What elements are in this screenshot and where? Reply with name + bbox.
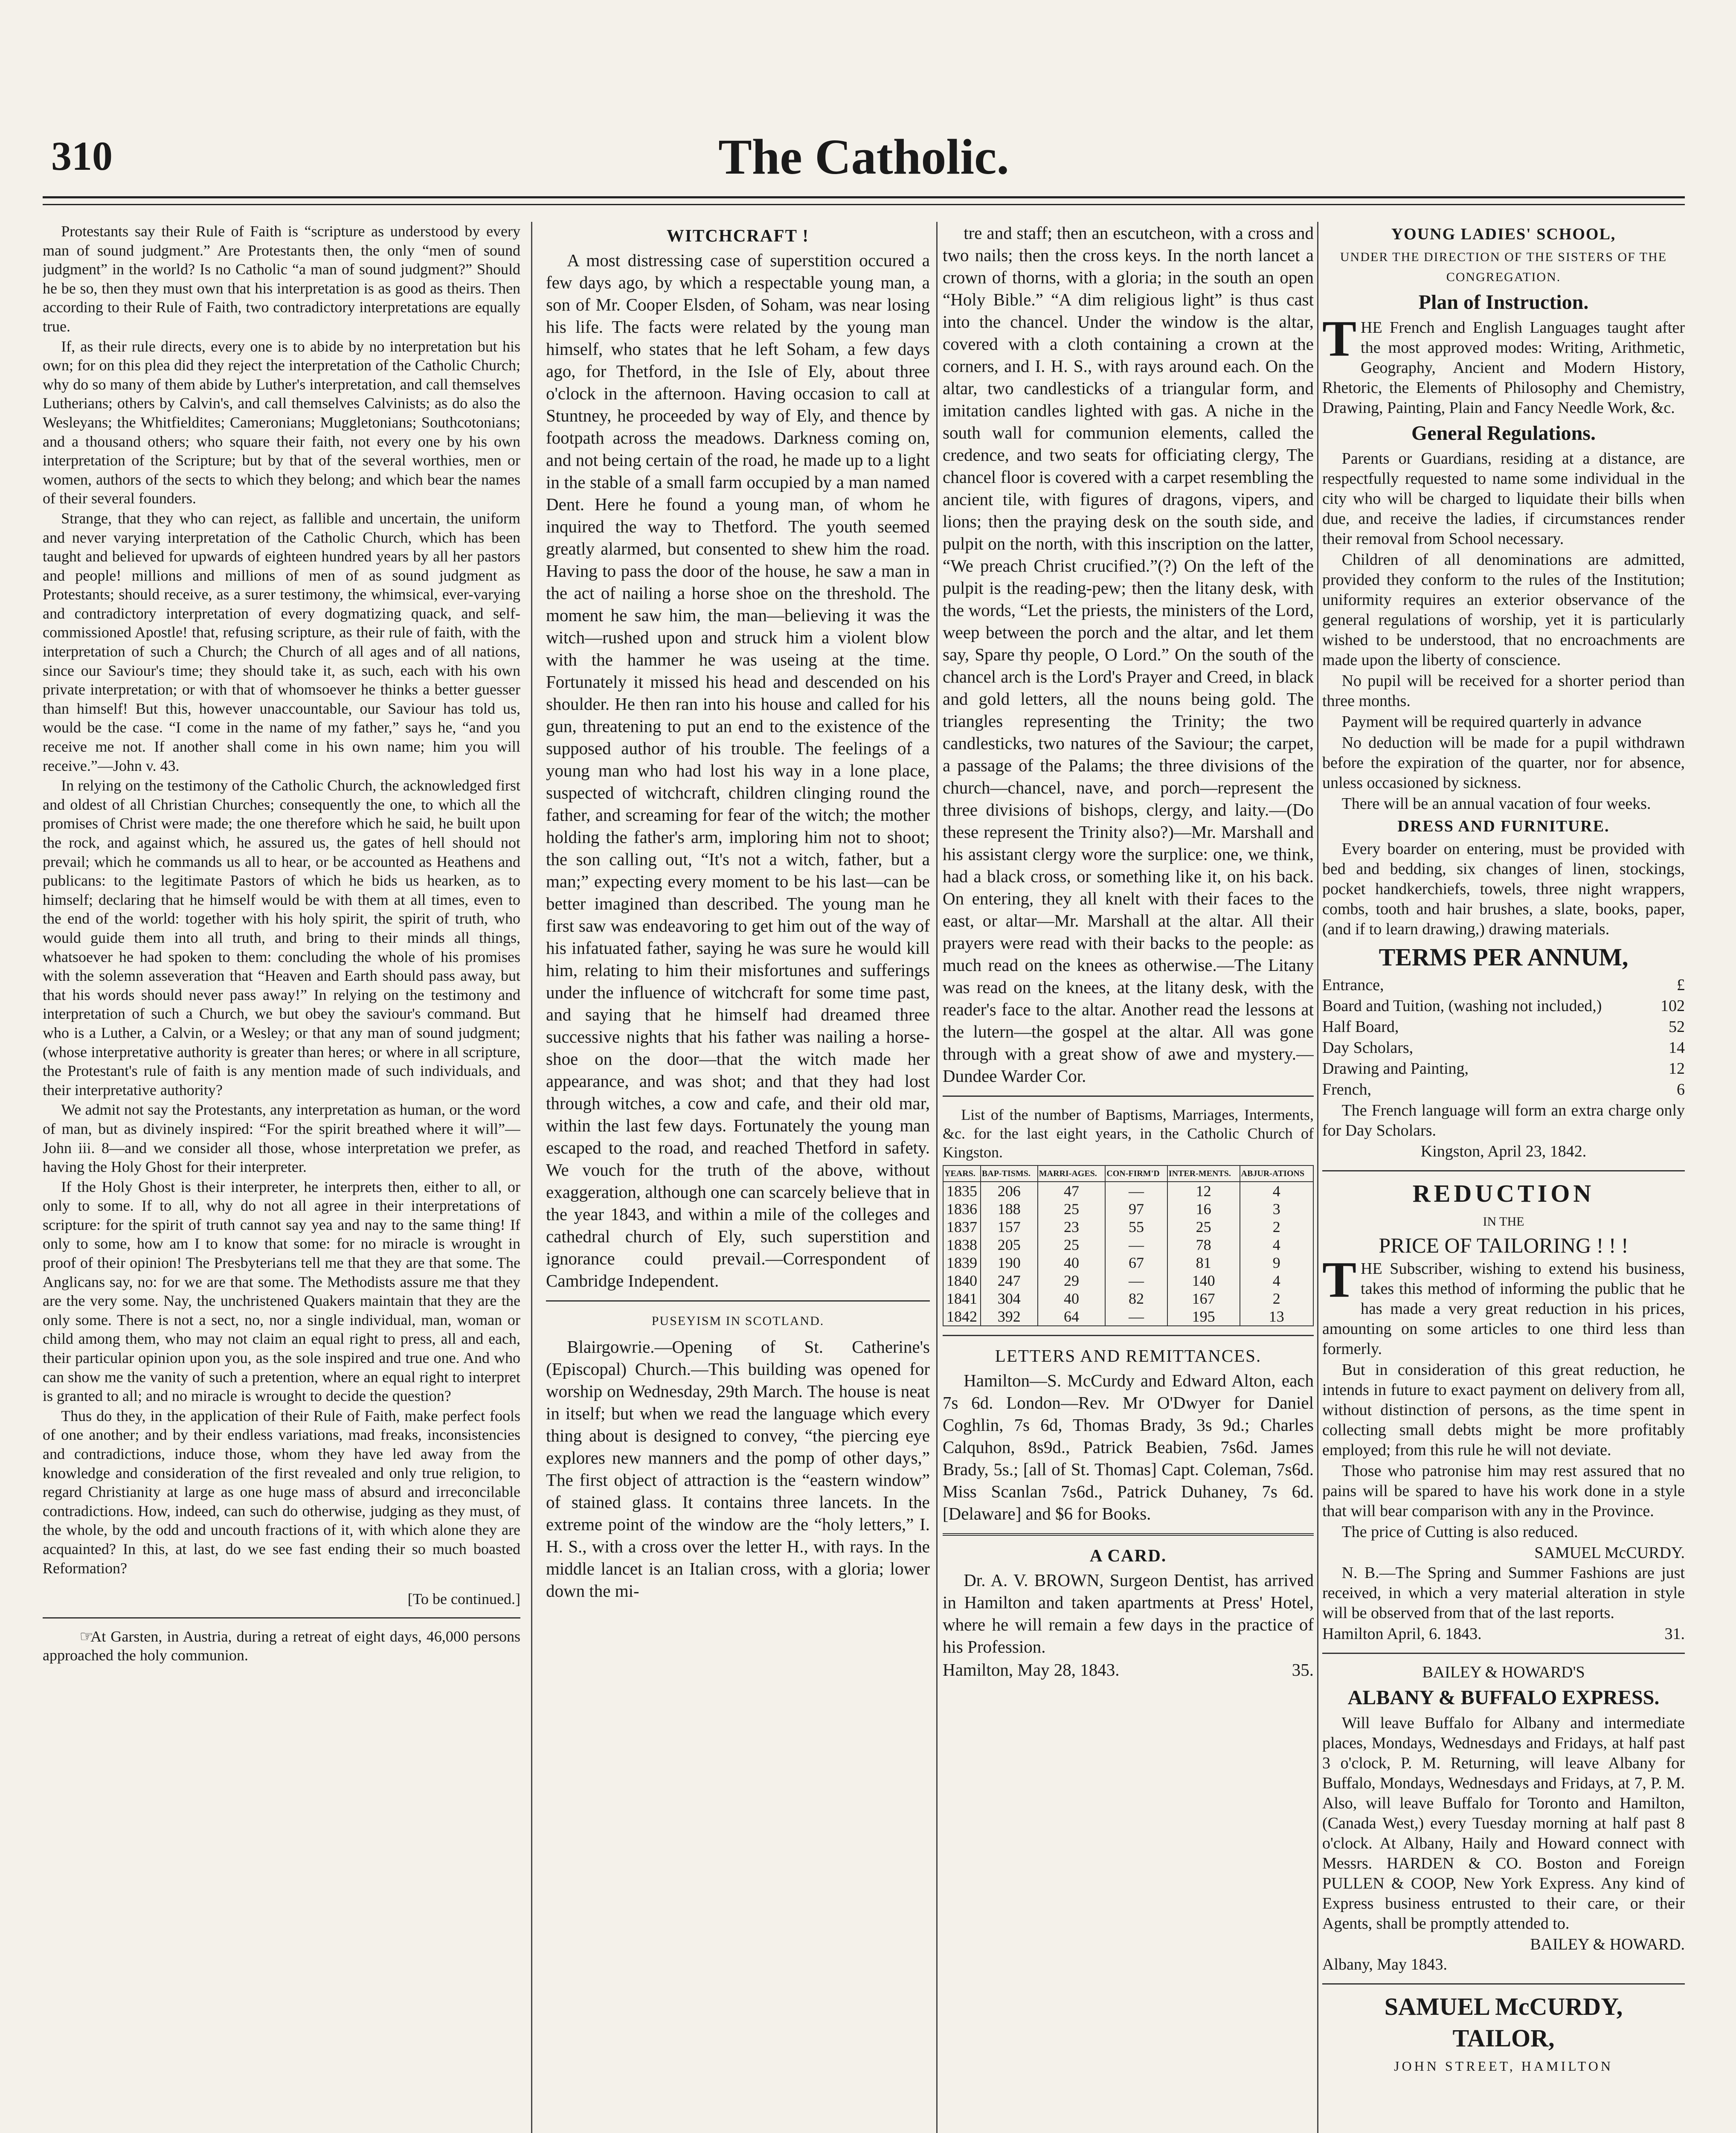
terms-label: French, — [1322, 1081, 1372, 1098]
table-cell: 4 — [1240, 1236, 1313, 1254]
terms-value: £ — [1677, 976, 1685, 994]
tailor-footer — [1322, 1624, 1685, 1644]
masthead-rule-top — [43, 196, 1685, 198]
card-footer — [943, 1659, 1314, 1681]
terms-row — [1322, 1059, 1685, 1079]
table-cell: 47 — [1038, 1182, 1106, 1200]
table-cell: 64 — [1038, 1308, 1106, 1326]
masthead-rule-bottom — [43, 204, 1685, 205]
table-cell: 247 — [981, 1272, 1038, 1290]
table-cell: 81 — [1167, 1254, 1240, 1272]
table-cell: 1835 — [943, 1182, 981, 1200]
terms-value: 12 — [1669, 1060, 1685, 1078]
drop-cap: T — [1322, 1251, 1357, 1308]
tailor-paragraph: Those who patronise him may rest assured that no pains will be spared to have his work done in a style that will bear comparison with any in the Province. — [1322, 1462, 1685, 1520]
table-header: ABJUR-ATIONS — [1240, 1165, 1313, 1182]
article-paragraph: If the Holy Ghost is their interpreter, he interprets then, either to all, or only to some. If to all, why do not all agree in their interpretations of scripture: for the spirit of truth cannot say yea and nay to the same thing! If only to some, how am I to know that some: for no miracle is wrought in proof of their opinion! The Presbyterians tell me that they are that some. The Anglicans say, no: for we are that some. The Methodists assure me that they are the very some. Nay, the unchristened Quakers maintain that they are the only some. There is not a sect, no, nor a single individual, man, woman or child among them, who may not claim an equal right to press, all and each, their particular opinion upon you, as the sole inspired and true one. And who can show me the vanity of such a pretention, where an equal right to interpret is granted to all; and no miracle is wrought to decide the question? — [43, 1178, 520, 1405]
table-cell: 2 — [1240, 1290, 1313, 1308]
table-cell: 12 — [1167, 1182, 1240, 1200]
table-cell: 29 — [1038, 1272, 1106, 1290]
tailor-number: 31. — [1664, 1625, 1685, 1643]
plan-paragraph — [1322, 310, 1685, 418]
paper-title: The Catholic. — [718, 129, 1009, 185]
table-cell: 205 — [981, 1236, 1038, 1254]
table-cell: 1840 — [943, 1272, 981, 1290]
column-advertisements — [1322, 222, 1685, 2133]
article-paragraph: A most distressing case of superstition occured a few days ago, by which a respectable young man, a son of Mr. Cooper Elsden, of Soham, was near losing his life. The facts were related by the young man himself, who states that he left Soham, a few days ago, for Thetford, in the Isle of Ely, about three o'clock in the afternoon. Having occasion to call at Stuntney, he proceeded by way of Ely, and thence by footpath across the meadows. Darkness coming on, and not being certain of the road, he made up to a light in the stable of a small farm occupied by a man named Dent. Here he found a young man, of whom he inquired the way to Thetford. The youth seemed greatly alarmed, but consented to shew him the road. Having to pass the door of the house, he saw a man in the act of nailing a horse shoe on the threshold. The moment he saw him, the man—believing it was the witch—rushed upon and struck him a violent blow with the hammer he was useing at the time. Fortunately it missed his head and descended on his shoulder. He then ran into his house and called for his gun, threatening to put an end to the existence of the supposed author of his trouble. The feelings of a young man who had lost his way in a lone place, suspected of witchcraft, children clinging round the father, and screaming for fear of the witch; the mother holding the father's arm, imploring him not to shoot; the son calling out, “It's not a witch, father, but a man;” expecting every moment to be his last—can be better imagined than described. The young man he first saw was endeavoring to get him out of the way of his infatuated father, saying he was sure he would kill him, relating to him their misfortunes and sufferings under the influence of witchcraft for some time past, and saying that he himself had dreamed three successive nights that his father was nailing a horse-shoe on the door—that the witch made her appearance, and was shot; and that they had lost through witches, a cow and cafe, and their old mar, within the last few days. Fortunately the young man escaped to the road, and reached Thetford in safety. We vouch for the truth of the above, without exaggeration, although one can scarcely believe that in the year 1843, and within a mile of the colleges and cathedral church of Ely, such superstition and ignorance could prevail.—Correspondent of Cambridge Independent. — [546, 250, 930, 1290]
table-cell: 195 — [1167, 1308, 1240, 1326]
table-cell: 167 — [1167, 1290, 1240, 1308]
table-cell: 4 — [1240, 1272, 1313, 1290]
table-cell: 55 — [1105, 1218, 1167, 1236]
table-cell: 1842 — [943, 1308, 981, 1326]
regulation-paragraph: Parents or Guardians, residing at a distance, are respectfully requested to name some individual in the city who will be charged to liquidate their bills when due, and receive the ladies, if circumstances render their removal from School necessary. — [1322, 450, 1685, 548]
tailor-paragraph: The price of Cutting is also reduced. — [1341, 1523, 1578, 1541]
table-cell: 304 — [981, 1290, 1038, 1308]
tailor-name: SAMUEL McCURDY. — [1534, 1544, 1685, 1562]
table-cell: 1836 — [943, 1200, 981, 1218]
table-cell: 157 — [981, 1218, 1038, 1236]
tailor-paragraph: But in consideration of this great reduction, he intends in future to exact payment on delivery from all, without distinction of persons, as the time spent in collecting small debts might be more profitably employed; from this rule he will not deviate. — [1322, 1361, 1685, 1459]
table-row — [943, 1236, 1313, 1254]
table-cell: 25 — [1038, 1200, 1106, 1218]
regulation-paragraph: No pupil will be received for a shorter period than three months. — [1322, 672, 1685, 710]
table-cell: — — [1105, 1236, 1167, 1254]
separator — [943, 1096, 1314, 1097]
tailor-paragraph — [1322, 1251, 1685, 1359]
table-cell: 25 — [1038, 1236, 1106, 1254]
terms-row — [1322, 1080, 1685, 1100]
table-cell: 78 — [1167, 1236, 1240, 1254]
table-header: BAP-TISMS. — [981, 1165, 1038, 1182]
table-cell: — — [1105, 1272, 1167, 1290]
school-subheading: UNDER THE DIRECTION OF THE SISTERS OF THE CONGREGATION. — [1340, 250, 1667, 284]
terms-value: 6 — [1677, 1081, 1685, 1098]
column-protestant-rule-of-faith — [43, 222, 520, 2133]
footer-tailor-name: SAMUEL McCURDY, — [1384, 1993, 1623, 2020]
table-row — [943, 1218, 1313, 1236]
plan-text: HE French and English Languages taught after the most approved modes: Writing, Arithmetic, Geography, Ancient and Modern History, Rhetoric, the Elements of Philosophy and Chemistry, Drawing, Painting, Plain and Fancy Needle Work, &c. — [1322, 319, 1685, 417]
baptisms-table — [943, 1165, 1314, 1326]
regulation-paragraph: There will be an annual vacation of four weeks. — [1341, 795, 1651, 813]
article-paragraph: Strange, that they who can reject, as fallible and uncertain, the uniform and never varying interpretation of the Catholic Church, which has been taught and believed for upwards of eighteen hundred years by all her pastors and people! millions and millions of men of as sound judgment as Protestants; should receive, as a surer testimony, the whimsical, ever-varying and contradictory interpretation of every dogmatizing quack, and self-commissioned Apostle! that, refusing scripture, as their rule of faith, with the interpretation of such a Church; the Church of all ages and of all nations, since our Saviour's time; they should take it, as such, each with his own private interpretation; or with that of whomsoever he thinks a better guesser than himself! But this, however unaccountable, our Saviour has told us, would be the case. “I come in the name of my father,” says he, “and you receive me not. If another shall come in his own name; him you will receive.”—John v. 43. — [43, 509, 520, 774]
express-heading: ALBANY & BUFFALO EXPRESS. — [1347, 1686, 1660, 1709]
table-header-row — [943, 1165, 1313, 1182]
footer-address: JOHN STREET, HAMILTON — [1394, 2058, 1613, 2074]
column-church-and-notices — [943, 222, 1314, 2133]
table-cell: 1839 — [943, 1254, 981, 1272]
article-paragraph: We admit not say the Protestants, any interpretation as human, or the word of man, but as divinely inspired: “For the spirit breathed where it will”—John iii. 8—and we consider all those, whose interpretation we prefer, as having the Holy Ghost for their interpreter. — [43, 1101, 520, 1176]
table-row — [943, 1290, 1313, 1308]
page-number: 310 — [51, 133, 113, 179]
article-paragraph: If, as their rule directs, every one is to abide by no interpretation but his own; for on this plea did they reject the interpretation of the Catholic Church; why do so many of them abide by Luther's interpretation, and call themselves Lutherians; others by Calvin's, and call themselves Calvinists; as do also the Wesleyans; the Whitfieldites; Cameronians; Muggletonians; Southcotonians; and a thousand others; who square their faith, not every one by his own interpretation of the Scripture; but by that of the several worthies, men or women, authors of the sects to which they belong; and which bear the names of their several founders. — [43, 337, 520, 507]
card-paragraph: Dr. A. V. BROWN, Surgeon Dentist, has arrived in Hamilton and taken apartments at Press' Hotel, where he will remain a few days in the practice of his Profession. — [943, 1570, 1314, 1656]
table-cell: 16 — [1167, 1200, 1240, 1218]
table-cell: 97 — [1105, 1200, 1167, 1218]
terms-label: Day Scholars, — [1322, 1039, 1414, 1057]
table-cell: 140 — [1167, 1272, 1240, 1290]
footer-tailor-trade: TAILOR, — [1452, 2024, 1555, 2052]
masthead — [43, 128, 1685, 183]
puseyism-heading: PUSEYISM IN SCOTLAND. — [651, 1314, 824, 1328]
table-row — [943, 1308, 1313, 1326]
letters-paragraph: Hamilton—S. McCurdy and Edward Alton, each 7s 6d. London—Rev. Mr O'Dwyer for Daniel Coghlin, 7s 6d, Thomas Brady, 3s 9d.; Charles Calquhon, 8s9d., Patrick Beabien, 7s6d. James Brady, 5s.; [all of St. Thomas] Capt. Coleman, 7s6d. Miss Scanlan 7s6d., Patrick Duhaney, 7s 6d.[Delaware] and $6 for Books. — [943, 1371, 1314, 1523]
table-cell: 4 — [1240, 1182, 1313, 1200]
separator — [546, 1300, 930, 1302]
table-row — [943, 1254, 1313, 1272]
garsten-item — [43, 1627, 520, 1665]
terms-row — [1322, 975, 1685, 995]
table-cell: 9 — [1240, 1254, 1313, 1272]
table-cell: 1838 — [943, 1236, 981, 1254]
terms-label: Entrance, — [1322, 976, 1384, 994]
table-cell: 23 — [1038, 1218, 1106, 1236]
terms-value: 52 — [1669, 1018, 1685, 1036]
table-header: YEARS. — [943, 1165, 981, 1182]
letters-heading: LETTERS AND REMITTANCES. — [995, 1346, 1262, 1366]
column-divider — [936, 222, 938, 2133]
terms-date: Kingston, April 23, 1842. — [1420, 1142, 1587, 1160]
table-cell: 82 — [1105, 1290, 1167, 1308]
table-cell: 25 — [1167, 1218, 1240, 1236]
dress-paragraph: Every boarder on entering, must be provided with bed and bedding, six changes of linen, stockings, pocket handkerchiefs, towels, three night wrappers, combs, tooth and hair brushes, a slate, books, paper, (and if to learn drawing,) drawing materials. — [1322, 840, 1685, 938]
separator — [943, 1533, 1314, 1536]
table-cell: 188 — [981, 1200, 1038, 1218]
terms-value: 14 — [1669, 1039, 1685, 1057]
tailor-text: HE Subscriber, wishing to extend his business, takes this method of informing the public that he has made a very great reduction in his prices, amounting on some articles to one third less than formerly. — [1322, 1260, 1685, 1358]
table-cell: 13 — [1240, 1308, 1313, 1326]
express-paragraph: Will leave Buffalo for Albany and intermediate places, Mondays, Wednesdays and Fridays, at half past 3 o'clock, P. M. Returning, will leave Albany for Buffalo, Mondays, Wednesdays and Fridays, at 7, P. M. Also, will leave Buffalo for Toronto and Hamilton, (Canada West,) every Tuesday morning at half past 8 o'clock. At Albany, Haily and Howard connect with Messrs. HARDEN & CO. Boston and Foreign PULLEN & COOP, New York Express. Any kind of Express business entrusted to their care, or their Agents, shall be promptly attended to. — [1322, 1714, 1685, 1932]
table-cell: 2 — [1240, 1218, 1313, 1236]
card-heading: A CARD. — [1089, 1546, 1167, 1565]
table-cell: 40 — [1038, 1290, 1106, 1308]
column-divider — [531, 222, 532, 2133]
separator — [1322, 1983, 1685, 1985]
table-header: INTER-MENTS. — [1167, 1165, 1240, 1182]
witchcraft-heading: WITCHCRAFT ! — [666, 226, 810, 245]
separator — [943, 1335, 1314, 1336]
table-cell: 206 — [981, 1182, 1038, 1200]
reduction-in-the: IN THE — [1483, 1215, 1524, 1229]
separator — [1322, 1653, 1685, 1654]
article-paragraph: tre and staff; then an escutcheon, with a cross and two nails; then the cross keys. In the north lancet a crown of thorns, with a gloria; in the south an open “Holy Bible.” “A dim religious light” is thus cast into the chancel. Under the window is the altar, covered with a cloth containing a crown at the corners, and I. H. S., with rays around each. On the altar, two candlesticks of a triangular form, and imitation candles lighted with gas. A niche in the south wall for communion elements, called the credence, and two seats for officiating clergy, The chancel floor is covered with a carpet resembling the ancient tile, with figures of dragons, vipers, and lions; then the praying desk on the south side, and pulpit on the north, with this inscription on the latter, “We preach Christ crucified.”(?) On the left of the pulpit is the reading-pew; then the litany desk, with the words, “Let the priests, the ministers of the Lord, weep between the porch and the altar, and let them say, Spare thy people, O Lord.” On the south of the chancel arch is the Lord's Prayer and Creed, in black and gold letters, all the nouns being gold. The triangles representing the Trinity; the two candlesticks, two natures of the Saviour; the carpet, a passage of the Palams; the three divisions of the church—chancel, nave, and porch—represent the three divisions of bishops, clergy, and laity.—(Do these represent the Trinity also?)—Mr. Marshall and his assistant clergy wore the surplice: one, we think, had a black cross, or something like it, on his back. On entering, they all knelt with their faces to the east, or altar—Mr. Marshall at the altar. All their prayers were read with their backs to the people: as much read on the knees as otherwise.—The Litany was read on the knees, at the litany desk, with the reader's face to the altar. Another read the lessons at the lutern—the gospel at the altar. All was gone through with a great show of awe and mystery.—Dundee Warder Cor. — [943, 223, 1314, 1086]
regulation-paragraph: Payment will be required quarterly in advance — [1341, 713, 1642, 731]
baptisms-list-intro: List of the number of Baptisms, Marriages, Interments, &c. for the last eight years, in the Catholic Church of Kingston. — [943, 1106, 1314, 1161]
table-cell: 190 — [981, 1254, 1038, 1272]
table-cell: — — [1105, 1308, 1167, 1326]
garsten-text: At Garsten, in Austria, during a retreat of eight days, 46,000 persons approached the holy communion. — [43, 1627, 520, 1664]
terms-note: The French language will form an extra charge only for Day Scholars. — [1322, 1101, 1685, 1139]
terms-label: Half Board, — [1322, 1018, 1399, 1036]
reduction-subheading: PRICE OF TAILORING ! ! ! — [1379, 1233, 1629, 1257]
terms-label: Board and Tuition, (washing not included,) — [1322, 997, 1602, 1015]
regulations-heading: General Regulations. — [1411, 422, 1596, 445]
terms-row — [1322, 1038, 1685, 1058]
article-paragraph: Thus do they, in the application of their Rule of Faith, make perfect fools of one another; and by their endless variations, mad freaks, inconsistencies and contradictions, induce those, whom they have led away from the knowledge and consideration of the first revealed and only true religion, to regard Christianity at large as one huge mass of absurd and irreconcilable contradictions. How, indeed, can such do otherwise, judging as they must, of the whole, by the odd and uncouth fractions of it, with which alone they are acquainted? In this, at last, do we see fast ending their so much boasted Reformation? — [43, 1407, 520, 1577]
article-paragraph: In relying on the testimony of the Catholic Church, the acknowledged first and oldest of all Christian Churches; consequently the one, to which all the promises of Christ were made; the one therefore which he said, he built upon the rock, and against which, he assured us, the gates of hell should not prevail; which he commands us all to hear, or be accounted as Heathens and publicans: to the legitimate Pastors of which he bids us hearken, as to himself; declaring that he himself would be with them at all times, even to the end of the world: together with his holy spirit, the spirit of truth, who would guide them into all truth, and bring to their minds all things, whatsoever he had spoken to them: concluding the whole of his promises with the solemn asseveration that “Heaven and Earth should pass away, but that his words should never pass away!” In relying on the testimony and interpretation of such a Church, we but obey the saviour's command. But who is a Luther, a Calvin, or a Wesley; or that any man of sound judgment; (whose interpretative authority is greater than heres; or where in all scripture, the Protestant's rule of faith is any mention made of such individuals, and their interpretative authority? — [43, 777, 520, 1098]
tailor-nb: N. B.—The Spring and Summer Fashions are just received, in which a very material alteration in style will be observed from that of the last reports. — [1322, 1564, 1685, 1622]
table-cell: 40 — [1038, 1254, 1106, 1272]
table-cell: — — [1105, 1182, 1167, 1200]
drop-cap: T — [1322, 310, 1357, 367]
tailor-date: Hamilton April, 6. 1843. — [1322, 1625, 1482, 1643]
table-cell: 1837 — [943, 1218, 981, 1236]
card-date: Hamilton, May 28, 1843. — [943, 1660, 1120, 1680]
dress-heading: DRESS AND FURNITURE. — [1397, 817, 1610, 835]
terms-row — [1322, 996, 1685, 1016]
reduction-heading: REDUCTION — [1412, 1180, 1595, 1207]
table-cell: 3 — [1240, 1200, 1313, 1218]
table-cell: 1841 — [943, 1290, 981, 1308]
terms-value: 102 — [1661, 997, 1685, 1015]
terms-label: Drawing and Painting, — [1322, 1060, 1469, 1078]
regulation-paragraph: Children of all denominations are admitted, provided they conform to the rules of the Institution; uniformity requires an exterior observance of the general regulations of worship, yet it is particularly wished to be understood, that no encroachments are made upon the liberty of conscience. — [1322, 551, 1685, 669]
separator — [43, 1617, 520, 1619]
table-row — [943, 1272, 1313, 1290]
table-row — [943, 1200, 1313, 1218]
express-signature: BAILEY & HOWARD. — [1530, 1935, 1685, 1953]
regulation-paragraph: No deduction will be made for a pupil withdrawn before the expiration of the quarter, nor for absence, unless occasioned by sickness. — [1322, 734, 1685, 792]
terms-row — [1322, 1017, 1685, 1037]
column-divider — [1317, 222, 1318, 2133]
pointing-hand-icon: ☞ — [79, 1627, 93, 1645]
article-paragraph: Protestants say their Rule of Faith is “scripture as understood by every man of sound judgment.” Are Protestants then, the only “men of sound judgment” in the world? Is no Catholic “a man of sound judgment?” Should he be so, then they must own that his interpretation is as good as theirs. Then according to their Rule of Faith, two contradictory interpretations are equally true. — [43, 223, 520, 335]
table-row — [943, 1182, 1313, 1200]
plan-heading: Plan of Instruction. — [1418, 291, 1589, 314]
express-date: Albany, May 1843. — [1322, 1956, 1448, 1973]
puseyism-paragraph: Blairgowrie.—Opening of St. Catherine's (Episcopal) Church.—This building was opened for worship on Wednesday, 29th March. The house is neat in itself; but when we read the language which every thing about is designed to convey, “the piercing eye explores new manners and the pomp of other days,” The first object of attraction is the “eastern window” of stained glass. It contains three lancets. In the extreme point of the window are the “holy letters,” I. H. S., with a cross over the letter H., with rays. In the middle lancet is an Italian cross, with a gloria; lower down the mi- — [546, 1337, 930, 1601]
terms-heading: TERMS PER ANNUM, — [1379, 943, 1629, 971]
continued-note: [To be continued.] — [407, 1590, 520, 1608]
table-header: CON-FIRM'D — [1105, 1165, 1167, 1182]
separator — [1322, 1170, 1685, 1171]
school-heading: YOUNG LADIES' SCHOOL, — [1391, 225, 1616, 243]
express-owners: BAILEY & HOWARD'S — [1422, 1663, 1585, 1681]
column-witchcraft — [546, 222, 930, 2133]
card-number: 35. — [1292, 1660, 1314, 1680]
table-cell: 392 — [981, 1308, 1038, 1326]
table-cell: 67 — [1105, 1254, 1167, 1272]
table-header: MARRI-AGES. — [1038, 1165, 1106, 1182]
